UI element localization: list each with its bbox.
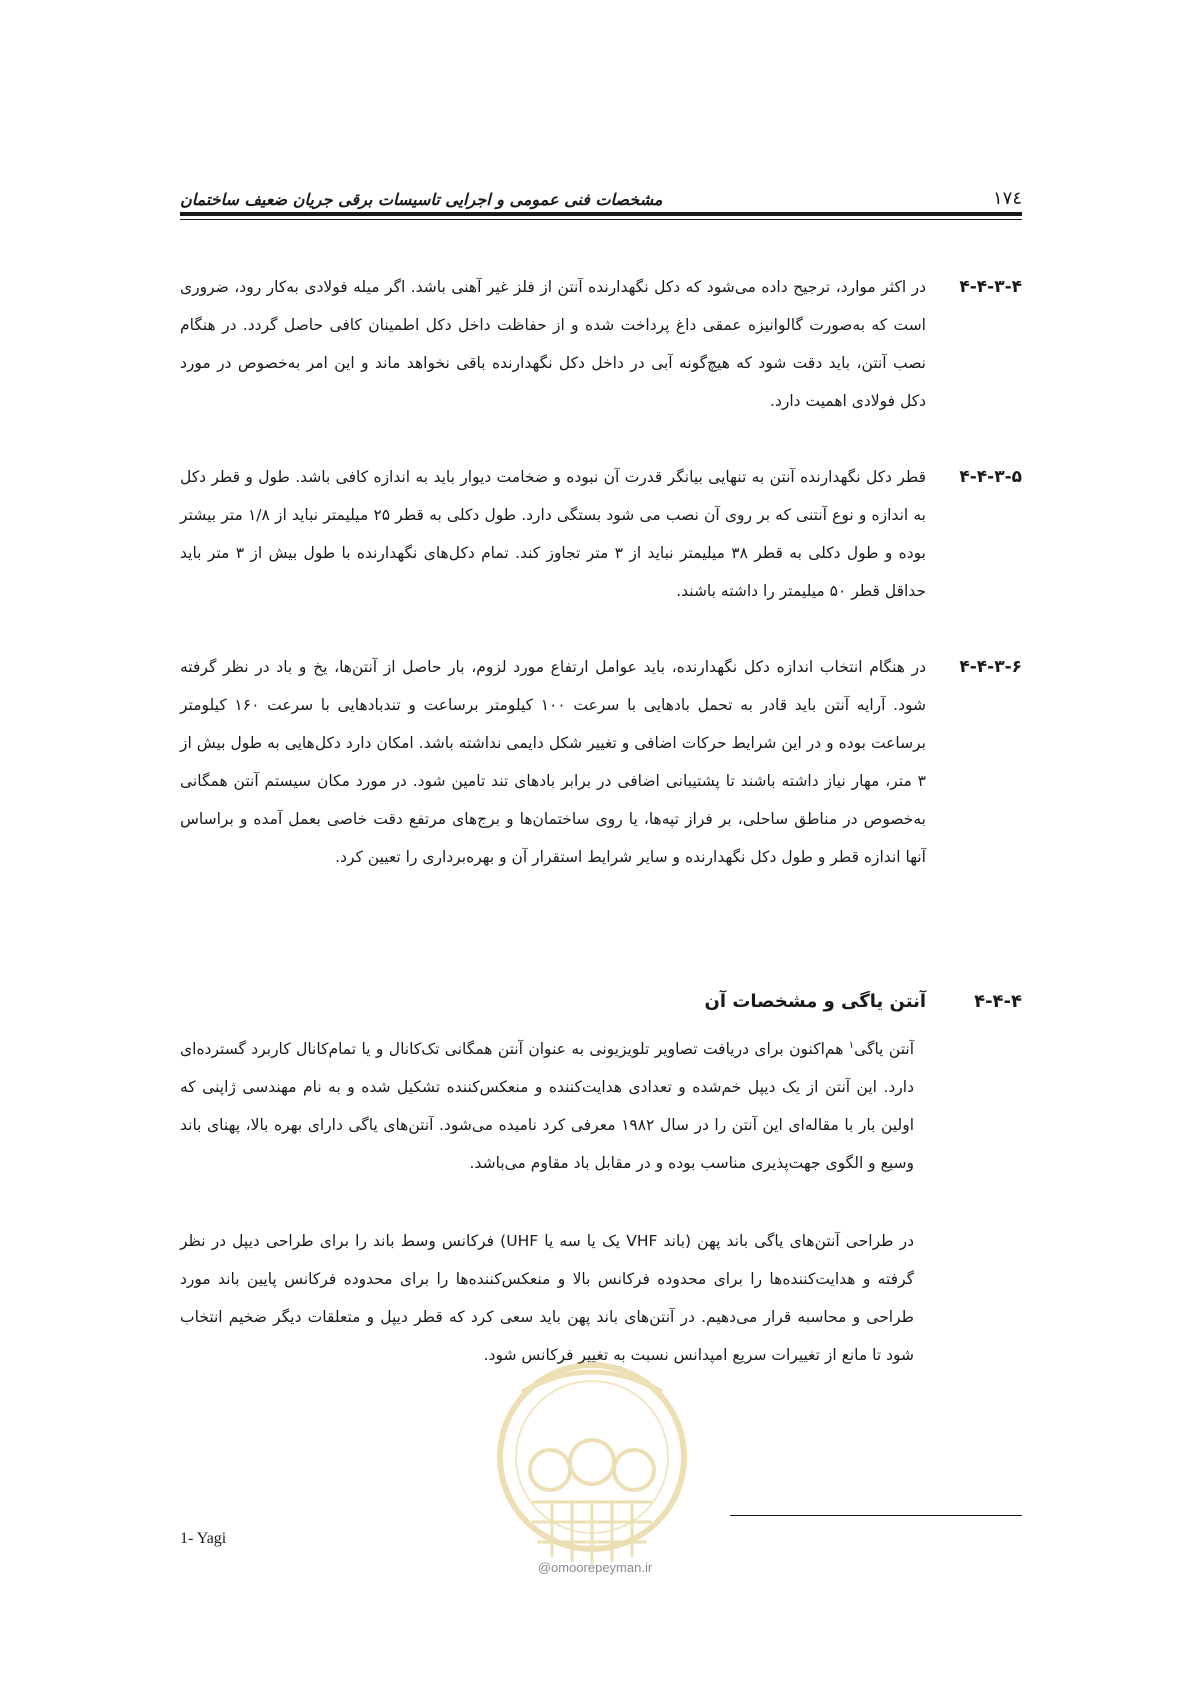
paragraph-lead: آنتن یاگی (854, 1040, 914, 1058)
footnote-marker: ۱ (848, 1039, 855, 1051)
paragraph-body: هم‌اکنون برای دریافت تصاویر تلویزیونی به عنوان آنتن همگانی تک‌کانال و یا تمام‌کانال کاربرد گسترده‌ای دارد. این آنتن از یک دیپل خم‌شده و تعدادی هدایت‌کننده و منعکس‌کننده تشکیل شده و به نام مهندسی ژاپنی که اولین بار با مقاله‌ای این آنتن را در سال ۱۹۸۲ معرفی کرد نامیده می‌شود. آنتن‌های یاگی دارای بهره بالا، پهنای باند وسیع و الگوی جهت‌پذیری مناسب بوده و در مقابل باد مقاوم می‌باشد. (180, 1040, 914, 1172)
clause-4-4-3-6 (180, 648, 1022, 958)
section-paragraph-2: در طراحی آنتن‌های یاگی باند پهن (باند VHF یک یا سه یا UHF) فرکانس وسط باند را برای طراحی دیپل در نظر گرفته و هدایت‌کننده‌ها را برای محدوده فرکانس بالا و منعکس‌کننده‌ها را برای محدوده فرکانس پایین باند مورد طراحی و محاسبه قرار می‌دهیم. در آنتن‌های باند پهن باید سعی کرد که قطر دیپل و متعلقات دیگر ضخیم انتخاب شود تا مانع از تغییرات سریع امپدانس نسبت به تغییر فرکانس شود. (180, 1232, 914, 1364)
section-paragraph-1 (180, 1030, 914, 1182)
page-number: ۱۷٤ (992, 188, 1022, 209)
header-rule-thick (180, 212, 1022, 216)
clause-4-4-3-5 (180, 458, 1022, 618)
section-title: آنتن یاگی و مشخصات آن (704, 991, 926, 1012)
clause-text: قطر دکل نگهدارنده آنتن به تنهایی بیانگر قدرت آن نبوده و ضخامت دیوار باید به اندازه کافی باشد. طول و قطر دکل به اندازه و نوع آنتنی که بر روی آن نصب می شود بستگی دارد. طول دکلی به قطر ۲۵ میلیمتر نباید از ۱/۸ متر بیشتر بوده و طول دکلی به قطر ۳۸ میلیمتر نباید از ۳ متر تجاوز کند. تمام دکل‌های نگهدارنده با طول بیش از ۳ متر باید حداقل قطر ۵۰ میلیمتر را داشته باشند. (180, 468, 926, 600)
section-number: ۴-۴-۴ (974, 991, 1022, 1012)
watermark-seal-icon (492, 1352, 692, 1582)
section-heading (180, 982, 1022, 1022)
clause-number: ۴-۴-۳-۴ (959, 277, 1022, 297)
footnote-rule (730, 1515, 1022, 1516)
running-title: مشخصات فنی عمومی و اجرایی تاسیسات برقی جریان ضعیف ساختمان (180, 190, 663, 209)
clause-4-4-3-4 (180, 268, 1022, 428)
watermark-url: @omoorepeyman.ir (537, 1560, 653, 1575)
footnote: 1- Yagi (180, 1530, 227, 1547)
clause-number: ۴-۴-۳-۶ (959, 657, 1022, 677)
clause-text: در اکثر موارد، ترجیح داده می‌شود که دکل نگهدارنده آنتن از فلز غیر آهنی باشد. اگر میله فولادی به‌کار رود، ضروری است که به‌صورت گالوانیزه عمقی داغ پرداخت شده و از حفاظت داخل دکل اطمینان کافی حاصل گردد. در هنگام نصب آنتن، باید دقت شود که هیچ‌گونه آبی در داخل دکل نگهدارنده باقی نخواهد ماند و این امر به‌خصوص در مورد دکل فولادی اهمیت دارد. (180, 278, 926, 410)
header-rule-thin (180, 219, 1022, 220)
clause-text: در هنگام انتخاب اندازه دکل نگهدارنده، باید عوامل ارتفاع مورد لزوم، بار حاصل از آنتن‌ها، یخ و باد در نظر گرفته شود. آرایه آنتن باید قادر به تحمل بادهایی با سرعت ۱۰۰ کیلومتر برساعت و تندبادهایی با سرعت ۱۶۰ کیلومتر برساعت بوده و در این شرایط حرکات اضافی و تغییر شکل دایمی نداشته باشد. امکان دارد دکل‌هایی به طول بیش از ۳ متر، مهار نیاز داشته باشند تا پشتیبانی اضافی در برابر بادهای تند تامین شود. در مورد مکان سیستم آنتن همگانی به‌خصوص در مناطق ساحلی، بر فراز تپه‌ها، یا روی ساختمان‌ها و برج‌های مرتفع دقت خاصی بعمل آمده و براساس آنها اندازه قطر و طول دکل نگهدارنده و سایر شرایط استقرار آن و بهره‌برداری را تعیین کرد. (180, 658, 926, 866)
clause-number: ۴-۴-۳-۵ (959, 467, 1022, 487)
